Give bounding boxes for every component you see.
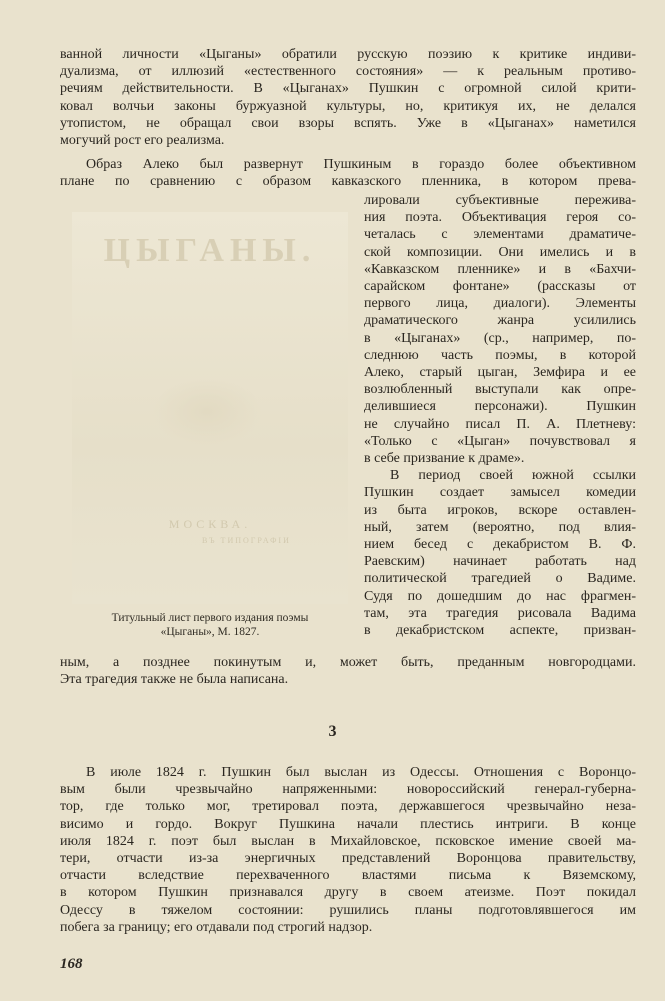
- illustration-title: ЦЫГАНЫ.: [103, 232, 317, 269]
- text-line: тери, отчасти из-за энергичных представлений Воронцова правительству,: [60, 851, 636, 867]
- text-line: четалась с элементами драматиче-: [364, 227, 636, 243]
- paragraph-1: [60, 46, 636, 149]
- text-line: Одессу в тяжелом состоянии: рушились планы подготовлявшегося им: [60, 902, 636, 918]
- side-column-text: [364, 192, 636, 639]
- text-line: не случайно писал П. А. Плетневу:: [364, 416, 636, 432]
- text-line: плане по сравнению с образом кавказского пленника, в котором прева-: [60, 174, 636, 190]
- caption-line: Титульный лист первого издания поэмы: [111, 612, 309, 624]
- page-number: 168: [60, 956, 83, 972]
- text-line: Эта трагедия также не была написана.: [60, 672, 289, 688]
- text-line: Раевским) начинает работать над: [364, 554, 636, 570]
- text-line: речиям действительности. В «Цыганах» Пушкин с огромной силой крити-: [60, 81, 636, 97]
- text-line: там, эта трагедия рисовала Вадима: [364, 605, 636, 621]
- text-line: отчасти вследствие перехваченного властями письма к Вяземскому,: [60, 868, 636, 884]
- ornament-icon: [152, 377, 262, 447]
- text-line: висимо и гордо. Вокруг Пушкина начали плестись интриги. В конце: [60, 816, 636, 832]
- text-line: сарайском фонтане» (рассказы от: [364, 279, 636, 295]
- text-line: побега за границу; его отдавали под строгий надзор.: [60, 919, 373, 935]
- figure-caption: [60, 611, 360, 639]
- text-line: ным, а позднее покинутым и, может быть, преданным новгородцами.: [60, 655, 636, 670]
- text-line: лировали субъективные пережива-: [364, 193, 636, 208]
- text-line: ванной личности «Цыганы» обратили русскую поэзию к критике индиви-: [60, 47, 636, 62]
- text-line: дуализма, от иллюзий «естественного состояния» — к реальным противо-: [60, 64, 636, 80]
- text-line: ковал волчьи законы буржуазной культуры, но, критикуя их, не делался: [60, 98, 636, 114]
- text-line: в декабристском аспекте, призван-: [364, 623, 636, 639]
- paragraph-3: [60, 654, 636, 688]
- text-line: «Только с «Цыган» почувствовал я: [364, 433, 636, 449]
- text-line: В июле 1824 г. Пушкин был выслан из Одессы. Отношения с Воронцо-: [86, 765, 636, 780]
- text-line: следнюю часть поэмы, в которой: [364, 347, 636, 363]
- text-line: тор, где только мог, третировал поэта, державшегося чрезвычайно неза-: [60, 799, 636, 815]
- text-line: возлюбленный выступали как опре-: [364, 382, 636, 398]
- text-line: Алеко, старый цыган, Земфира и ее: [364, 365, 636, 381]
- text-line: июля 1824 г. поэт был выслан в Михайловское, псковское имение своей ма-: [60, 833, 636, 849]
- text-line: в «Цыганах» (ср., например, по-: [364, 330, 636, 346]
- paragraph-2: [60, 156, 636, 190]
- text-line: ской композиции. Они имелись и в: [364, 244, 636, 260]
- text-line: в себе призвание к драме».: [364, 451, 525, 467]
- text-line: ный, затем (вероятно, под влия-: [364, 519, 636, 535]
- illustration-city: МОСКВА.: [168, 517, 252, 531]
- caption-line: «Цыганы», М. 1827.: [160, 626, 260, 638]
- text-line: В период своей южной ссылки: [390, 468, 636, 484]
- illustration-publisher: ВЪ ТИПОГРАФIИ: [202, 536, 291, 545]
- paragraph-4: [60, 764, 636, 936]
- text-line: утопистом, не обращал свои взоры вспять. Уже в «Цыганах» наметился: [60, 115, 636, 131]
- text-line: Образ Алеко был развернут Пушкиным в гораздо более объективном: [86, 157, 636, 172]
- title-page-illustration: [72, 212, 348, 604]
- text-line: драматического жанра усилились: [364, 313, 636, 329]
- text-line: Судя по дошедшим до нас фрагмен-: [364, 588, 636, 604]
- text-line: первого лица, диалоги). Элементы: [364, 296, 636, 312]
- text-line: ния поэта. Объективация героя со-: [364, 210, 636, 226]
- section-number: 3: [328, 723, 337, 740]
- text-line: политической трагедией о Вадиме.: [364, 571, 636, 587]
- text-line: могучий рост его реализма.: [60, 133, 225, 149]
- text-line: делившиеся персонажи). Пушкин: [364, 399, 636, 415]
- text-line: Пушкин создает замысел комедии: [364, 485, 636, 501]
- text-line: в котором Пушкин признавался другу в своем атеизме. Поэт покидал: [60, 885, 636, 901]
- text-line: вым были чрезвычайно напряженными: новороссийский генерал-губерна-: [60, 782, 636, 798]
- text-line: нием бесед с декабристом В. Ф.: [364, 537, 636, 553]
- text-line: из быта игроков, вскоре оставлен-: [364, 502, 636, 518]
- text-line: «Кавказском пленнике» и в «Бахчи-: [364, 261, 636, 277]
